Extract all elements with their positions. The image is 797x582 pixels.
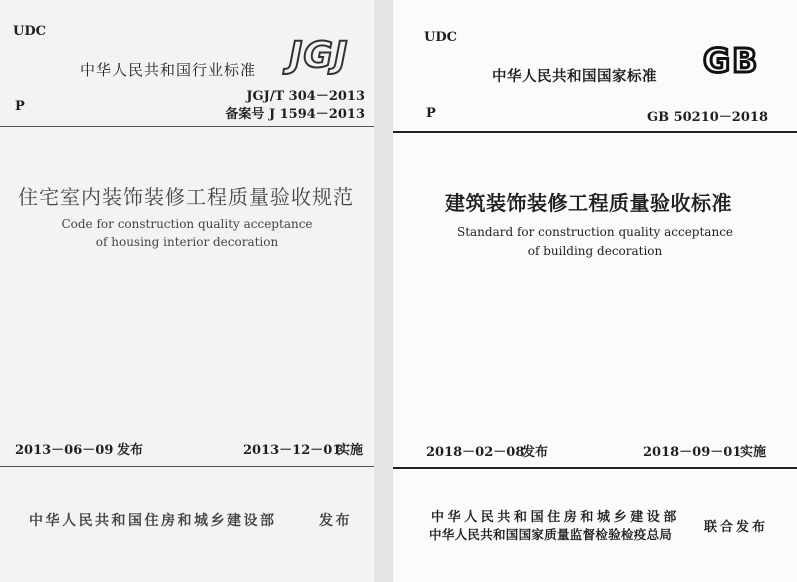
title-english-line1: Standard for construction quality acceptance [456, 225, 734, 239]
publisher-action: 发布 [319, 513, 352, 529]
standard-code: GB 50210－2018 [646, 110, 768, 125]
title-english-line2: of building decoration [527, 244, 663, 258]
udc-label: UDC [13, 24, 46, 39]
publisher-action: 联合发布 [704, 520, 769, 535]
issue-label: 发布 [522, 445, 549, 460]
publisher-line1: 中华人民共和国住房和城乡建设部 [431, 510, 681, 525]
issue-label: 发布 [117, 443, 144, 458]
title-chinese: 住宅室内装饰装修工程质量验收规范 [18, 185, 354, 209]
gb-logo: GB [703, 41, 760, 80]
effective-label: 实施 [740, 445, 767, 460]
effective-label: 实施 [337, 443, 364, 458]
title-english-line1: Code for construction quality acceptance [61, 217, 313, 231]
footer-divider [393, 467, 797, 469]
industry-standard-label: 中华人民共和国行业标准 [80, 61, 257, 79]
left-standard-cover [0, 0, 374, 582]
publisher-line2: 中华人民共和国国家质量监督检验检疫总局 [429, 527, 673, 542]
header-divider [393, 131, 797, 133]
category-letter: P [15, 99, 25, 114]
effective-date: 2018－09－01 [643, 445, 742, 460]
right-standard-cover [393, 0, 797, 582]
category-letter: P [426, 106, 436, 121]
issue-date: 2013－06－09 [15, 443, 114, 458]
jgj-logo: JGJ [289, 35, 349, 76]
footer-divider [0, 466, 374, 467]
header-divider [0, 126, 374, 127]
record-number: 备案号 J 1594－2013 [225, 107, 365, 122]
national-standard-label: 中华人民共和国国家标准 [492, 69, 657, 85]
standard-code: JGJ/T 304－2013 [246, 89, 365, 104]
title-english-line2: of housing interior decoration [95, 235, 279, 249]
issue-date: 2018－02－08 [426, 445, 525, 460]
page-gutter [374, 0, 393, 582]
udc-label: UDC [424, 30, 457, 45]
publisher-name: 中华人民共和国住房和城乡建设部 [29, 513, 277, 529]
title-chinese: 建筑装饰装修工程质量验收标准 [445, 191, 732, 215]
effective-date: 2013－12－01 [243, 443, 342, 458]
